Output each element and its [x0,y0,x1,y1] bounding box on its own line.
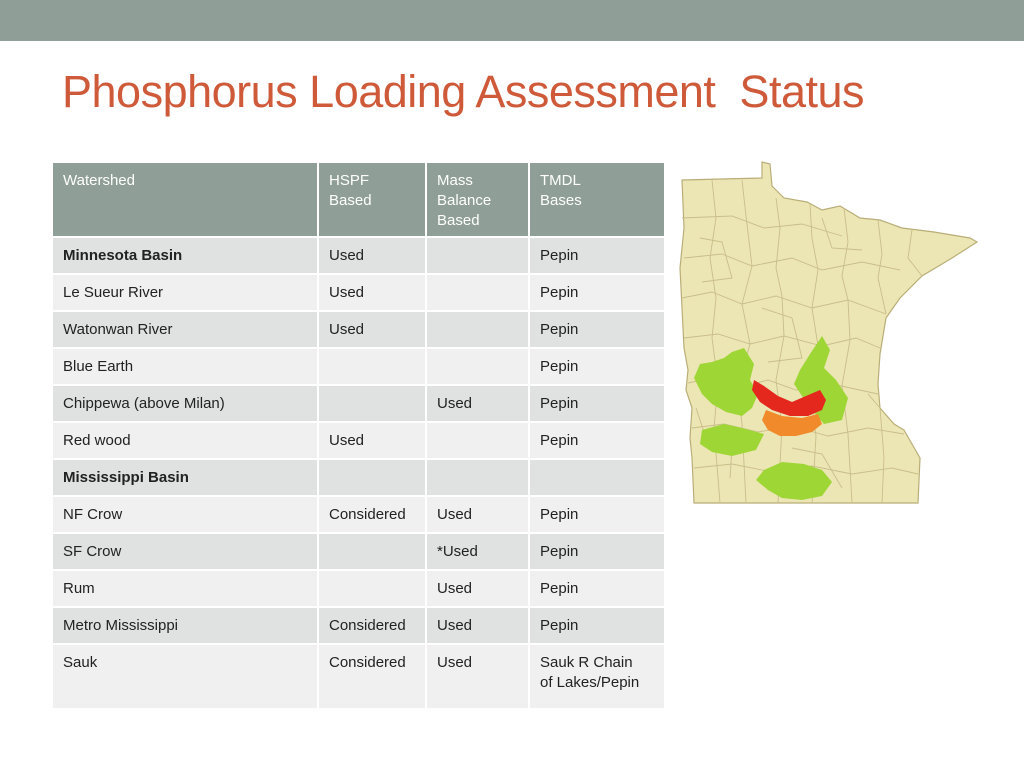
cell-watershed: Sauk [52,644,318,709]
table-row [52,533,665,570]
table-body [52,237,665,709]
cell-hspf [318,459,426,496]
status-table [51,161,666,710]
minnesota-map-graphic [672,158,984,508]
table-row [52,348,665,385]
cell-mass-balance: Used [426,607,529,644]
cell-watershed: Minnesota Basin [52,237,318,274]
cell-mass-balance [426,311,529,348]
cell-watershed: Metro Mississippi [52,607,318,644]
cell-watershed: Mississippi Basin [52,459,318,496]
cell-watershed: NF Crow [52,496,318,533]
cell-mass-balance [426,237,529,274]
cell-tmdl: Sauk R Chain of Lakes/Pepin [529,644,665,709]
cell-hspf: Used [318,311,426,348]
header-tmdl: TMDL Bases [529,162,665,237]
cell-mass-balance: Used [426,385,529,422]
cell-mass-balance [426,274,529,311]
table-row [52,274,665,311]
cell-tmdl: Pepin [529,422,665,459]
slide-title: Phosphorus Loading Assessment Status [62,66,865,117]
minnesota-map [672,158,984,508]
cell-hspf [318,570,426,607]
table-row [52,496,665,533]
cell-mass-balance [426,459,529,496]
cell-watershed: Red wood [52,422,318,459]
header-watershed: Watershed [52,162,318,237]
cell-tmdl [529,459,665,496]
table-row [52,570,665,607]
top-accent-bar [0,0,1024,41]
table-header-row [52,162,665,237]
cell-tmdl: Pepin [529,385,665,422]
cell-tmdl: Pepin [529,311,665,348]
cell-hspf [318,385,426,422]
header-mass-balance: Mass Balance Based [426,162,529,237]
cell-hspf: Considered [318,644,426,709]
cell-hspf: Used [318,274,426,311]
cell-tmdl: Pepin [529,237,665,274]
cell-tmdl: Pepin [529,533,665,570]
cell-mass-balance [426,422,529,459]
cell-hspf: Considered [318,607,426,644]
header-hspf: HSPF Based [318,162,426,237]
cell-tmdl: Pepin [529,348,665,385]
cell-mass-balance: Used [426,570,529,607]
cell-mass-balance: Used [426,496,529,533]
table-row [52,385,665,422]
cell-mass-balance [426,348,529,385]
table-row [52,459,665,496]
table-row [52,644,665,709]
cell-watershed: Rum [52,570,318,607]
cell-tmdl: Pepin [529,496,665,533]
cell-hspf: Used [318,422,426,459]
cell-watershed: Le Sueur River [52,274,318,311]
cell-tmdl: Pepin [529,274,665,311]
cell-watershed: Blue Earth [52,348,318,385]
cell-mass-balance: Used [426,644,529,709]
table-row [52,311,665,348]
cell-hspf: Considered [318,496,426,533]
cell-hspf [318,348,426,385]
table-row [52,422,665,459]
cell-hspf [318,533,426,570]
cell-watershed: Chippewa (above Milan) [52,385,318,422]
cell-hspf: Used [318,237,426,274]
table-row [52,607,665,644]
cell-mass-balance: *Used [426,533,529,570]
cell-watershed: SF Crow [52,533,318,570]
cell-tmdl: Pepin [529,570,665,607]
table-row [52,237,665,274]
cell-watershed: Watonwan River [52,311,318,348]
cell-tmdl: Pepin [529,607,665,644]
